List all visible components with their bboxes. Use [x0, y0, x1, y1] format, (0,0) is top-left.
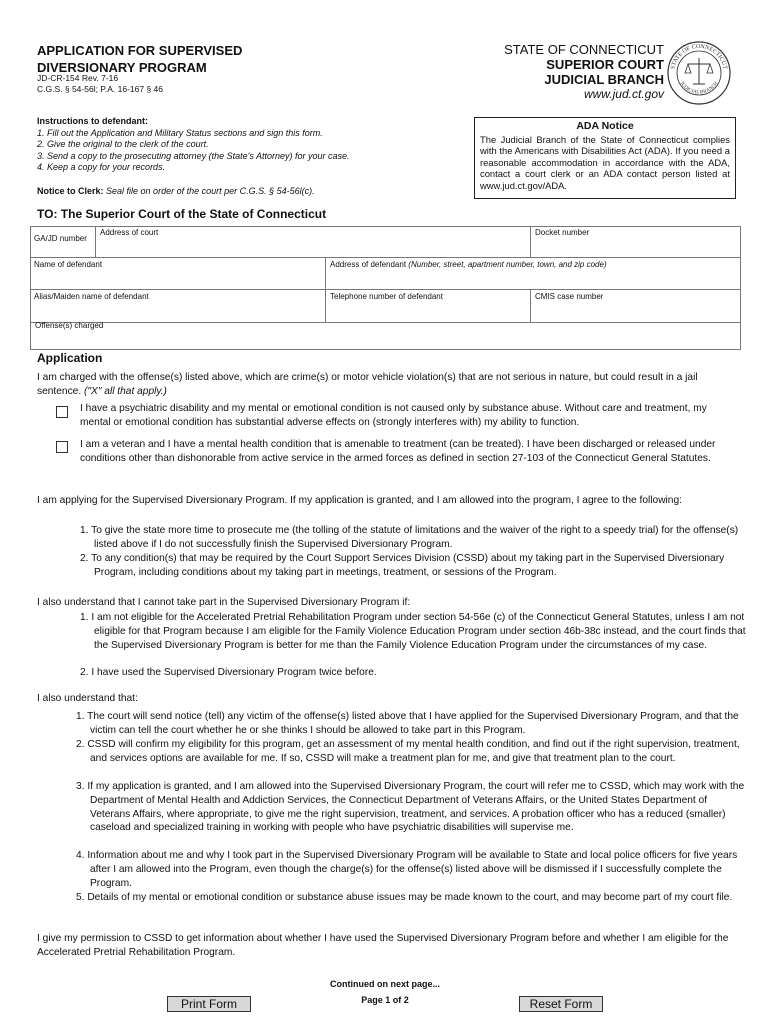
- case-info-grid: [30, 226, 741, 323]
- understand-item: 5. Details of my mental or emotional condition or substance abuse issues may be made known to the court, and may become part of my court file.: [76, 892, 733, 903]
- understand-item: 3. If my application is granted, and I am allowed into the Supervised Diversionary Program, the court will refer me to CSSD, which may work with the Department of Mental Health and Addiction Services, the Connecticut Department of Veterans Affairs, or the United States Department of Veterans Affairs, where appropriate, to give me the right supervision, treatment, and services. A probation officer who has a reduced (smaller) caseload and specialized training in working with people who have psychiatric disabilities will supervise me.: [76, 781, 745, 834]
- court-website: www.jud.ct.gov: [583, 87, 664, 101]
- instructions-heading: Instructions to defendant:: [37, 116, 148, 126]
- veteran-checkbox[interactable]: [56, 441, 68, 453]
- defendant-name-field[interactable]: [30, 258, 326, 290]
- form-title: [37, 42, 242, 76]
- cannot-item: 1. I am not eligible for the Accelerated Pretrial Rehabilitation Program under section 54-56e (c) of the Connecticut General Statutes, unless I am not eligible for that Program because I am eligible for the Family Violence Education Program under section 46b-38c instead, and the court finds that the Supervised Diversionary Program is better for me than the Family Violence Education Program under the circumstances of my case.: [80, 612, 746, 651]
- statute-ref: C.G.S. § 54-56l; P.A. 16-167 § 46: [37, 84, 164, 94]
- docket-number-field[interactable]: [531, 226, 741, 258]
- svg-text:JUDICIAL BRANCH: JUDICIAL BRANCH: [678, 81, 720, 96]
- form-number: JD-CR-154 Rev. 7-16: [37, 73, 119, 83]
- defendant-address-hint: (Number, street, apartment number, town, and zip code): [408, 260, 607, 269]
- defendant-address-field[interactable]: [326, 258, 741, 290]
- clerk-notice-text: Seal file on order of the court per C.G.S. § 54-56l(c).: [106, 185, 315, 196]
- to-line: TO: The Superior Court of the State of Connecticut: [37, 207, 327, 221]
- court-address-field[interactable]: [96, 226, 531, 258]
- alias-label: Alias/Maiden name of defendant: [34, 292, 149, 301]
- court-address-label: Address of court: [100, 228, 159, 237]
- continued-note: Continued on next page...: [330, 979, 440, 989]
- offenses-label: Offense(s) charged: [35, 321, 104, 330]
- form-title-line2: DIVERSIONARY PROGRAM: [37, 60, 207, 75]
- instruction-item: 4. Keep a copy for your records.: [37, 162, 166, 172]
- telephone-label: Telephone number of defendant: [330, 292, 443, 301]
- state-name: STATE OF CONNECTICUT: [504, 42, 664, 57]
- veteran-text: I am a veteran and I have a mental health condition that is amenable to treatment (can be treated). I have been discharged or released under conditions other than dishonorable from active service in the armed forces as defined in section 27-103 of the Connecticut General Statutes.: [80, 439, 716, 464]
- agree-item: 1. To give the state more time to prosecute me (the tolling of the statute of limitations and the waiver of the right to a speedy trial) for the offense(s) listed above if I do not successfully finish the Supervised Diversionary Program.: [80, 525, 739, 550]
- instructions-block: [37, 116, 467, 197]
- understand-item: 2. CSSD will confirm my eligibility for this program, get an assessment of my mental health condition, and find out if the right supervision, treatment, and services options are available for me. If so, CSSD will make a treatment plan for me, and give that treatment plan to the court.: [76, 739, 740, 764]
- gajd-label: GA/JD number: [34, 234, 87, 243]
- defendant-address-label: Address of defendant: [330, 260, 407, 269]
- branch-name: JUDICIAL BRANCH: [544, 72, 664, 87]
- form-number-block: [37, 73, 163, 95]
- understand-intro: I also understand that:: [37, 693, 138, 704]
- court-name: SUPERIOR COURT: [546, 57, 664, 72]
- cannot-item: 2. I have used the Supervised Diversionary Program twice before.: [80, 667, 377, 678]
- reset-form-button[interactable]: Reset Form: [519, 996, 603, 1012]
- defendant-name-label: Name of defendant: [34, 260, 103, 269]
- instruction-item: 2. Give the original to the clerk of the court.: [37, 139, 209, 149]
- clerk-notice-label: Notice to Clerk:: [37, 185, 104, 196]
- page-number: Page 1 of 2: [361, 995, 409, 1005]
- ada-notice-body: The Judicial Branch of the State of Connecticut complies with the Americans with Disabilities Act (ADA). If you need a reasonable accommodation in accordance with the ADA, contact a court clerk or an ADA contact person listed at www.jud.ct.gov/ADA.: [480, 133, 730, 191]
- intro-hint: ("X" all that apply.): [84, 385, 167, 397]
- permission-statement: I give my permission to CSSD to get information about whether I have used the Supervised Diversionary Program before and whether I am eligible for the Accelerated Pretrial Rehabilitation Program.: [37, 933, 729, 958]
- gajd-number-field[interactable]: [30, 226, 96, 258]
- understand-item: 1. The court will send notice (tell) any victim of the offense(s) listed above that I have applied for the Supervised Diversionary Program, and that the victim can tell the court whether he or she thinks I should be allowed to take part in this Program.: [76, 711, 739, 736]
- judicial-seal-icon: [666, 40, 732, 106]
- print-form-button[interactable]: Print Form: [167, 996, 251, 1012]
- section-divider: [30, 349, 741, 350]
- cannot-intro: I also understand that I cannot take part in the Supervised Diversionary Program if:: [37, 597, 411, 608]
- instruction-item: 3. Send a copy to the prosecuting attorney (the State's Attorney) for your case.: [37, 150, 350, 161]
- psychiatric-disability-text: I have a psychiatric disability and my mental or emotional condition is not caused only by substance abuse. Without care and treatment, my mental or emotional condition has substantial adverse effects on (strongly interferes with) my ability to function.: [80, 403, 707, 428]
- psychiatric-disability-checkbox[interactable]: [56, 406, 68, 418]
- understand-item: 4. Information about me and why I took part in the Supervised Diversionary Program will be available to State and local police officers for five years after I am allowed into the Program, even though the charge(s) for the offense(s) listed above will be dismissed if I successfully complete the Program.: [76, 850, 738, 889]
- agree-item: 2. To any condition(s) that may be required by the Court Support Services Division (CSSD) about my taking part in the Supervised Diversionary Program, including conditions about my taking part in meetings, treatment, or sessions of the Program.: [80, 553, 725, 578]
- ada-notice-box: [474, 117, 736, 199]
- court-header: [504, 42, 664, 102]
- application-intro: I am charged with the offense(s) listed above, which are crime(s) or motor vehicle violation(s) that are not serious in nature, but could result in a jail sentence. ("X" all that apply.): [37, 372, 698, 397]
- agree-intro: I am applying for the Supervised Diversionary Program. If my application is granted, and I am allowed into the program, I agree to the following:: [37, 495, 682, 506]
- application-title: Application: [37, 351, 103, 365]
- ada-notice-title: ADA Notice: [576, 120, 634, 132]
- svg-text:STATE OF CONNECTICUT: STATE OF CONNECTICUT: [670, 43, 728, 70]
- form-title-line1: APPLICATION FOR SUPERVISED: [37, 43, 243, 58]
- instruction-item: 1. Fill out the Application and Military Status sections and sign this form.: [37, 127, 323, 138]
- docket-label: Docket number: [535, 228, 590, 237]
- clerk-notice: [37, 186, 467, 198]
- cmis-label: CMIS case number: [535, 292, 604, 301]
- offenses-field[interactable]: [30, 319, 741, 349]
